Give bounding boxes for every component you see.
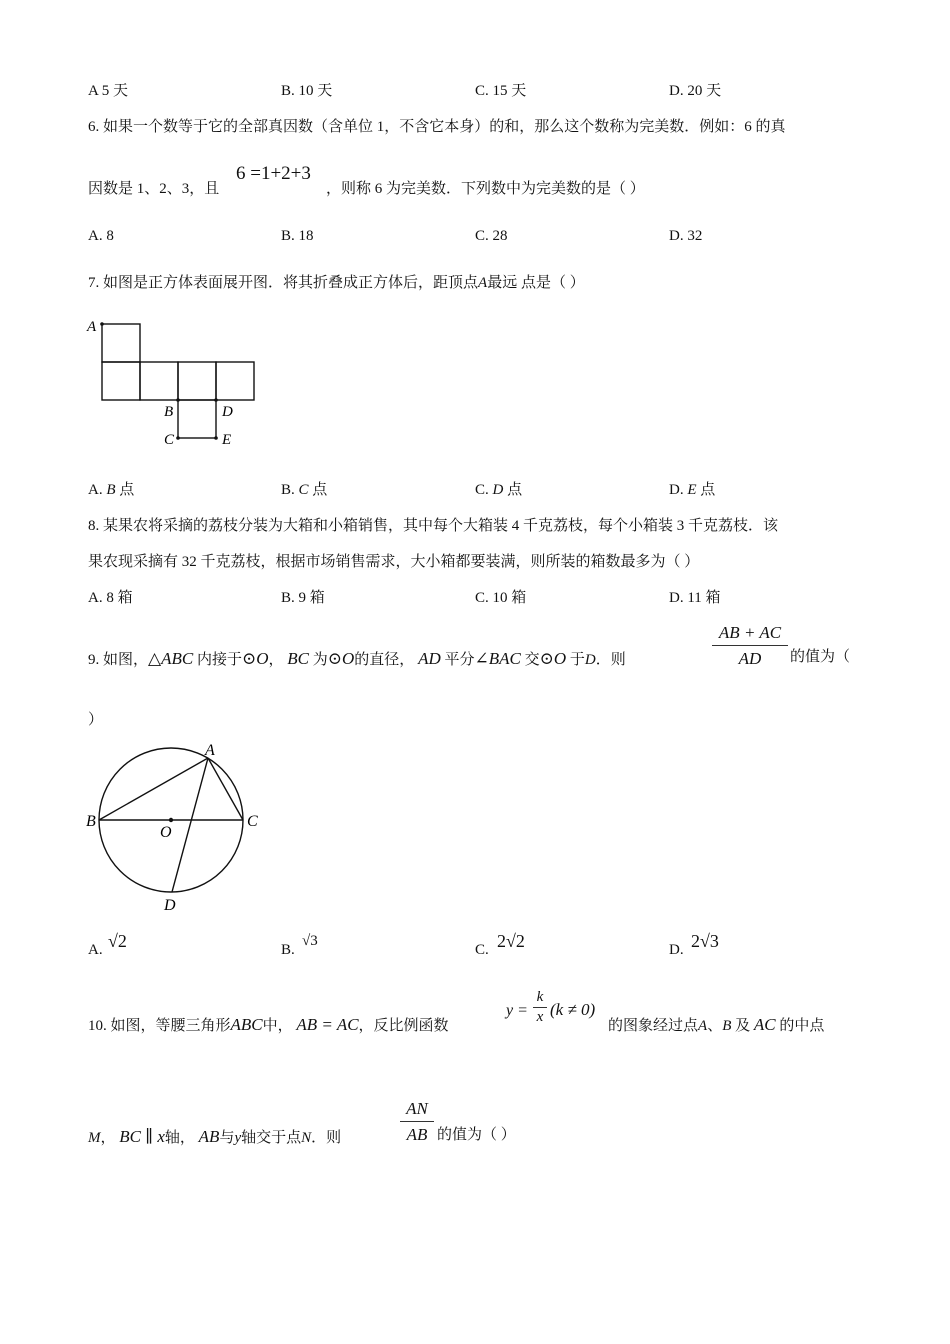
q7-option-d: D. E 点 xyxy=(669,482,716,498)
q7-net-square-row-3 xyxy=(178,362,216,400)
q5-option-a: A 5 天 xyxy=(88,83,129,99)
q9-option-d-value: 2√3 xyxy=(691,931,719,951)
q10-func-y: y = xyxy=(506,1002,528,1019)
q9-center-point xyxy=(169,818,173,822)
q10-func-fraction: k x xyxy=(533,990,547,1025)
q7-label-a: A xyxy=(87,319,97,335)
q7-option-a: A. B 点 xyxy=(88,482,135,498)
q7-stem: 7. 如图是正方体表面展开图．将其折叠成正方体后，距顶点A最远 点是（ ） xyxy=(88,275,585,291)
q6-option-d: D. 32 xyxy=(669,228,703,244)
q10-fraction: AN AB xyxy=(400,1100,434,1143)
q10-stem-line2-tail: 的值为（ ） xyxy=(437,1127,516,1143)
q9-label-a: A xyxy=(205,742,215,759)
q7-point-b xyxy=(176,398,180,402)
q6-option-c: C. 28 xyxy=(475,228,508,244)
q9-segment-ad xyxy=(172,758,208,892)
q7-label-c: C xyxy=(164,432,175,448)
q7-option-c: C. D 点 xyxy=(475,482,523,498)
q10-stem-line1-pre: 10. 如图，等腰三角形ABC中， AB = AC，反比例函数 xyxy=(88,1015,449,1034)
q6-stem-line2-post: ，则称 6 为完美数．下列数中为完美数的是（ ） xyxy=(326,181,645,197)
q9-option-a-label: A. xyxy=(88,942,103,958)
q9-option-c-label: C. xyxy=(475,942,489,958)
q9-stem-close: ） xyxy=(88,712,104,728)
q10-stem-line1-post: 的图象经过点A、B 及 AC 的中点 xyxy=(608,1015,825,1034)
q8-stem-line1: 8. 某果农将采摘的荔枝分装为大箱和小箱销售，其中每个大箱装 4 千克荔枝，每个小箱装 3 千克荔枝．该 xyxy=(88,518,779,534)
q9-stem-tail: 的值为（ xyxy=(790,649,851,665)
q9-option-b-value: √3 xyxy=(302,933,318,949)
q9-option-c-value: 2√2 xyxy=(497,931,525,951)
q7-point-e xyxy=(214,436,218,440)
q9-segment-ab xyxy=(99,758,208,820)
q5-option-b: B. 10 天 xyxy=(281,83,333,99)
q9-option-a-value: √2 xyxy=(108,931,127,951)
q9-stem-line1: 9. 如图，△ABC 内接于⊙O， BC 为⊙O的直径， AD 平分∠BAC 交⊙O 于D．则 xyxy=(88,649,626,668)
q5-option-d: D. 20 天 xyxy=(669,83,722,99)
q7-option-b: B. C 点 xyxy=(281,482,328,498)
q9-label-b: B xyxy=(86,813,96,830)
q7-net-square-top xyxy=(102,324,140,362)
q8-option-d: D. 11 箱 xyxy=(669,590,721,606)
q6-option-a: A. 8 xyxy=(88,228,114,244)
q9-fraction: AB + AC AD xyxy=(712,624,788,667)
q10-func-condition: (k ≠ 0) xyxy=(550,1000,596,1019)
q8-option-a: A. 8 箱 xyxy=(88,590,133,606)
q6-option-b: B. 18 xyxy=(281,228,314,244)
q9-circle-figure xyxy=(80,738,280,918)
q9-label-o: O xyxy=(160,824,172,841)
q7-label-b: B xyxy=(164,404,174,420)
q7-point-c xyxy=(176,436,180,440)
q9-segment-ac xyxy=(208,758,243,820)
q7-cube-net-figure xyxy=(80,312,270,452)
q8-option-b: B. 9 箱 xyxy=(281,590,325,606)
q6-stem-line1: 6. 如果一个数等于它的全部真因数（含单位 1，不含它本身）的和，那么这个数称为完美数．例如：6 的真 xyxy=(88,119,786,135)
q7-net-square-row-2 xyxy=(140,362,178,400)
q7-net-square-row-1 xyxy=(102,362,140,400)
q7-net-square-bottom xyxy=(178,400,216,438)
q7-point-d xyxy=(214,398,218,402)
q10-stem-line2: M， BC ∥ x轴， AB与y轴交于点N．则 xyxy=(88,1127,342,1146)
q7-net-square-row-4 xyxy=(216,362,254,400)
q8-option-c: C. 10 箱 xyxy=(475,590,527,606)
q6-stem-line2-pre: 因数是 1、2、3，且 xyxy=(88,181,220,197)
q6-equation: 6 =1+2+3 xyxy=(236,163,311,184)
q9-option-d-label: D. xyxy=(669,942,684,958)
q8-stem-line2: 果农现采摘有 32 千克荔枝，根据市场销售需求，大小箱都要装满，则所装的箱数最多为（ ） xyxy=(88,554,700,570)
q9-label-c: C xyxy=(247,813,258,830)
q7-point-a xyxy=(100,322,104,326)
q9-option-b-label: B. xyxy=(281,942,295,958)
q9-label-d: D xyxy=(164,897,176,914)
q7-label-d: D xyxy=(222,404,233,420)
q5-option-c: C. 15 天 xyxy=(475,83,527,99)
q7-label-e: E xyxy=(222,432,232,448)
